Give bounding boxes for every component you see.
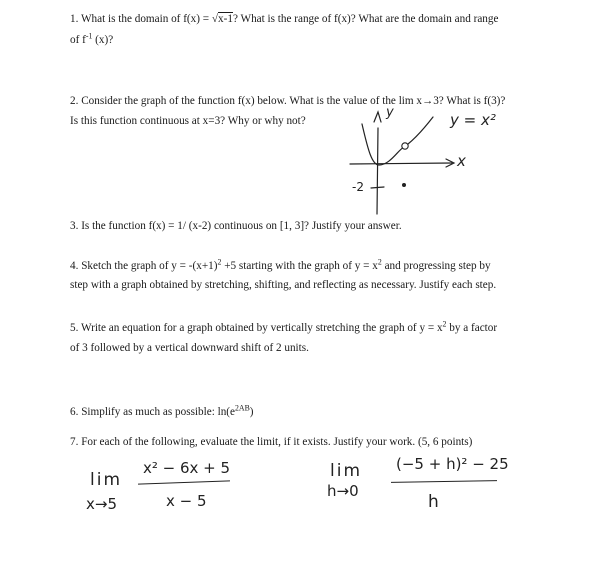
question-4-sup-1: 2 <box>217 257 222 267</box>
question-4-pre: 4. Sketch the graph of y = -(x+1) <box>70 260 218 272</box>
question-5-sup: 2 <box>442 319 447 329</box>
question-4-post: and progressing step by <box>381 260 491 272</box>
question-7-text: 7. For each of the following, evaluate the limit, if it exists. Justify your work. (5, 6 points) <box>70 436 473 448</box>
question-5-pre: 5. Write an equation for a graph obtained by vertically stretching the graph of y = x <box>70 322 443 334</box>
question-7 <box>70 435 472 449</box>
right-limit-denominator: h <box>428 492 439 512</box>
inverse-superscript: -1 <box>85 31 93 41</box>
graph-tick-label: -2 <box>352 180 364 194</box>
question-4-mid: +5 starting with the graph of y = x <box>221 260 378 272</box>
question-2-line-1: 2. Consider the graph of the function f(x) below. What is the value of the lim x→3? What is f(3)? <box>70 95 506 107</box>
graph-y-axis-arrow <box>374 112 381 122</box>
graph-parabola-right <box>408 117 433 144</box>
graph-tick <box>371 187 384 188</box>
question-3 <box>70 219 402 233</box>
question-1-l2-post: (x)? <box>92 34 114 46</box>
question-1-text-start: 1. What is the domain of f(x) = <box>70 13 212 25</box>
graph-open-circle <box>402 143 408 149</box>
question-3-text: 3. Is the function f(x) = 1/ (x-2) continuous on [1, 3]? Justify your answer. <box>70 220 402 232</box>
question-4-sup-2: 2 <box>377 257 382 267</box>
question-2-line-2-text: Is this function continuous at x=3? Why or why not? <box>70 115 306 127</box>
question-5 <box>70 321 497 335</box>
graph-x-axis <box>350 163 452 164</box>
left-limit-numerator: x² − 6x + 5 <box>143 459 231 477</box>
question-6 <box>70 405 254 419</box>
question-4-line-2-text: step with a graph obtained by stretching, shifting, and reflecting as necessary. Justify each step. <box>70 279 497 291</box>
left-limit-lim: lim <box>90 470 123 490</box>
question-1-l2-pre: of f <box>70 34 86 46</box>
right-limit-numerator: (−5 + h)² − 25 <box>396 455 509 473</box>
question-5-line-2-text: of 3 followed by a vertical downward shift of 2 units. <box>70 342 309 354</box>
question-4 <box>70 259 491 273</box>
graph-x-label: x <box>457 152 466 170</box>
graph-y-label: y <box>386 105 394 120</box>
question-6-post: ) <box>249 406 254 418</box>
sqrt-radicand: x-1 <box>218 13 233 25</box>
question-4-line-2 <box>70 278 496 292</box>
question-1-text-end: ? What is the range of f(x)? What are the domain and range <box>232 13 499 25</box>
right-limit-lim: lim <box>330 461 363 481</box>
question-6-pre: 6. Simplify as much as possible: ln(e <box>70 406 235 418</box>
graph-y-axis <box>377 128 378 214</box>
graph-curve-label: y = x² <box>450 111 496 129</box>
left-limit-denominator: x − 5 <box>166 492 207 510</box>
graph-parabola <box>362 124 404 165</box>
question-5-line-2 <box>70 341 309 355</box>
question-6-sup: 2AB <box>235 403 250 413</box>
question-5-post: by a factor <box>446 322 498 334</box>
right-limit-sub: h→0 <box>327 482 359 500</box>
graph-closed-point <box>402 183 406 187</box>
sqrt-symbol: √ <box>211 13 219 25</box>
left-limit-sub: x→5 <box>86 495 117 513</box>
